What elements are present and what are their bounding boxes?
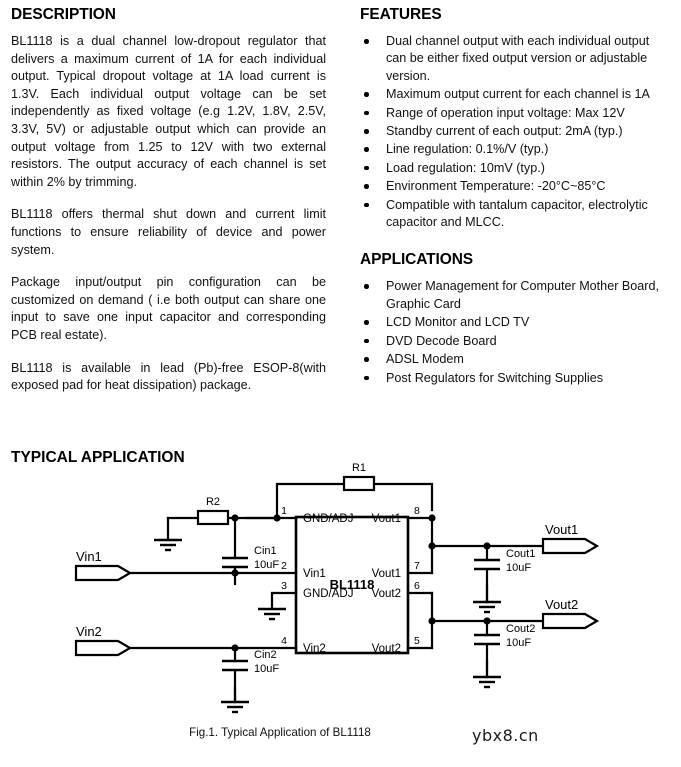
- list-item: [360, 351, 672, 368]
- terminal-vin2-label: Vin2: [76, 624, 102, 639]
- feature-label: Line regulation: 0.1%/V (typ.): [386, 142, 549, 157]
- cap-cin2-label: Cin2: [254, 649, 277, 661]
- terminal-vin1-label: Vin1: [76, 549, 102, 564]
- features-list: [360, 33, 672, 231]
- applications-heading: APPLICATIONS: [360, 251, 474, 269]
- cap-cout1-label: Cout1: [506, 548, 536, 560]
- resistor-r2-label: R2: [205, 496, 221, 508]
- list-item: [360, 123, 672, 140]
- ic-label: BL1118: [329, 577, 375, 592]
- typical-application-heading: TYPICAL APPLICATION: [11, 448, 185, 466]
- features-applications-column: [360, 6, 672, 388]
- list-item: [360, 141, 672, 158]
- terminal-vout2-symbol: [543, 614, 597, 628]
- junction-dot: [483, 542, 490, 549]
- list-item: [360, 160, 672, 177]
- list-item: [360, 278, 672, 313]
- junction-dot: [483, 617, 490, 624]
- pin-1-number: 1: [281, 505, 287, 517]
- pin-5-number: 5: [414, 635, 420, 647]
- pin-4-name: Vin2: [303, 643, 326, 655]
- bullet-icon: [364, 376, 369, 381]
- description-paragraph-1: BL1118 is a dual channel low-dropout regulator that delivers a maximum current of 1A for each individual output. Typical dropout voltage at 1A load current is 1.3V. Each individual output voltage can be set independently as fixed voltage (e.g 1.2V, 1.8V, 2.5V, 3.3V, 5V) or adjustable output which can provide an output voltage from 1.25 to 12V with two external resistors. The output accuracy of each channel is set within 2% by trimming.: [11, 34, 326, 189]
- bullet-icon: [364, 39, 369, 44]
- wire-r1-right: [374, 484, 432, 510]
- cap-cout2-label: Cout2: [506, 623, 536, 635]
- application-label: ADSL Modem: [386, 352, 464, 367]
- application-label: DVD Decode Board: [386, 333, 497, 348]
- list-item: [360, 333, 672, 350]
- application-label: Post Regulators for Switching Supplies: [386, 370, 604, 385]
- bullet-icon: [364, 284, 369, 289]
- pin-8-name: Vout1: [371, 513, 401, 525]
- junction-dot: [231, 514, 238, 521]
- bullet-icon: [364, 339, 369, 344]
- pin-5-name: Vout2: [371, 643, 401, 655]
- pin-7-number: 7: [414, 560, 420, 572]
- bullet-icon: [364, 357, 369, 362]
- pin-1-name: GND/ADJ: [303, 513, 354, 525]
- typical-application-schematic: [0, 462, 681, 727]
- application-label: Power Management for Computer Mother Board, Graphic Card: [386, 279, 659, 311]
- bullet-icon: [364, 129, 369, 134]
- bullet-icon: [364, 320, 369, 325]
- bullet-icon: [364, 92, 369, 97]
- description-heading: DESCRIPTION: [11, 6, 116, 23]
- resistor-r1-label: R1: [351, 462, 367, 474]
- resistor-r2-symbol: [198, 511, 228, 524]
- feature-label: Compatible with tantalum capacitor, electrolytic capacitor and MLCC.: [386, 197, 648, 230]
- bullet-icon: [364, 147, 369, 152]
- pin-2-number: 2: [281, 560, 287, 572]
- description-paragraph-2: BL1118 offers thermal shut down and current limit functions to ensure reliability of device and power system.: [11, 207, 326, 257]
- feature-label: Standby current of each output: 2mA (typ.): [386, 124, 623, 139]
- description-paragraph-3: Package input/output pin configuration can be customized on demand ( i.e both output can share one input to save one input capacitor and corresponding PCB real estate).: [11, 275, 326, 342]
- feature-label: Range of operation input voltage: Max 12V: [386, 105, 625, 120]
- junction-dot: [428, 514, 435, 521]
- schematic-svg: [0, 462, 681, 727]
- junction-dot: [428, 542, 435, 549]
- bullet-icon: [364, 111, 369, 116]
- wire-pin3-to-gnd: [272, 593, 296, 609]
- junction-dot: [231, 569, 238, 576]
- terminal-vin1-symbol: [76, 566, 130, 580]
- description-paragraph-4: BL1118 is available in lead (Pb)-free ESOP-8(with exposed pad for heat dissipation) package.: [11, 360, 326, 393]
- list-item: [360, 86, 672, 103]
- junction-dot: [428, 617, 435, 624]
- list-item: [360, 370, 672, 387]
- cap-cin2-value: 10uF: [254, 663, 280, 675]
- cap-cout2-value: 10uF: [506, 637, 532, 649]
- feature-label: Dual channel output with each individual output can be either fixed output version or adjustable version.: [386, 34, 650, 83]
- resistor-r1-symbol: [344, 477, 374, 490]
- feature-label: Environment Temperature: -20°C~85°C: [386, 179, 606, 194]
- features-heading: FEATURES: [360, 6, 442, 23]
- list-item: [360, 33, 672, 85]
- terminal-vout2-label: Vout2: [545, 597, 579, 612]
- pin-3-name: GND/ADJ: [303, 588, 354, 600]
- pin-6-name: Vout2: [371, 588, 401, 600]
- cap-cout1-value: 10uF: [506, 562, 532, 574]
- pin-8-number: 8: [414, 505, 420, 517]
- applications-list: [360, 278, 672, 386]
- pin-6-number: 6: [414, 580, 420, 592]
- bullet-icon: [364, 203, 369, 208]
- bullet-icon: [364, 184, 369, 189]
- watermark: ybx8.cn: [472, 726, 539, 745]
- application-label: LCD Monitor and LCD TV: [386, 315, 530, 330]
- feature-label: Maximum output current for each channel is 1A: [386, 87, 650, 102]
- pin-2-name: Vin1: [303, 568, 326, 580]
- cap-cin1-value: 10uF: [254, 559, 280, 571]
- description-section: [11, 6, 326, 395]
- cap-cin1-label: Cin1: [254, 545, 277, 557]
- pin-4-number: 4: [281, 635, 287, 647]
- list-item: [360, 105, 672, 122]
- junction-dot: [231, 644, 238, 651]
- terminal-vout1-symbol: [543, 539, 597, 553]
- terminal-vout1-label: Vout1: [545, 522, 579, 537]
- feature-label: Load regulation: 10mV (typ.): [386, 160, 545, 175]
- bullet-icon: [364, 166, 369, 171]
- terminal-vin2-symbol: [76, 641, 130, 655]
- list-item: [360, 314, 672, 331]
- figure-caption: Fig.1. Typical Application of BL1118: [189, 726, 371, 739]
- junction-dot: [273, 514, 280, 521]
- list-item: [360, 178, 672, 195]
- pin-7-name: Vout1: [371, 568, 401, 580]
- pin-3-number: 3: [281, 580, 287, 592]
- list-item: [360, 197, 672, 232]
